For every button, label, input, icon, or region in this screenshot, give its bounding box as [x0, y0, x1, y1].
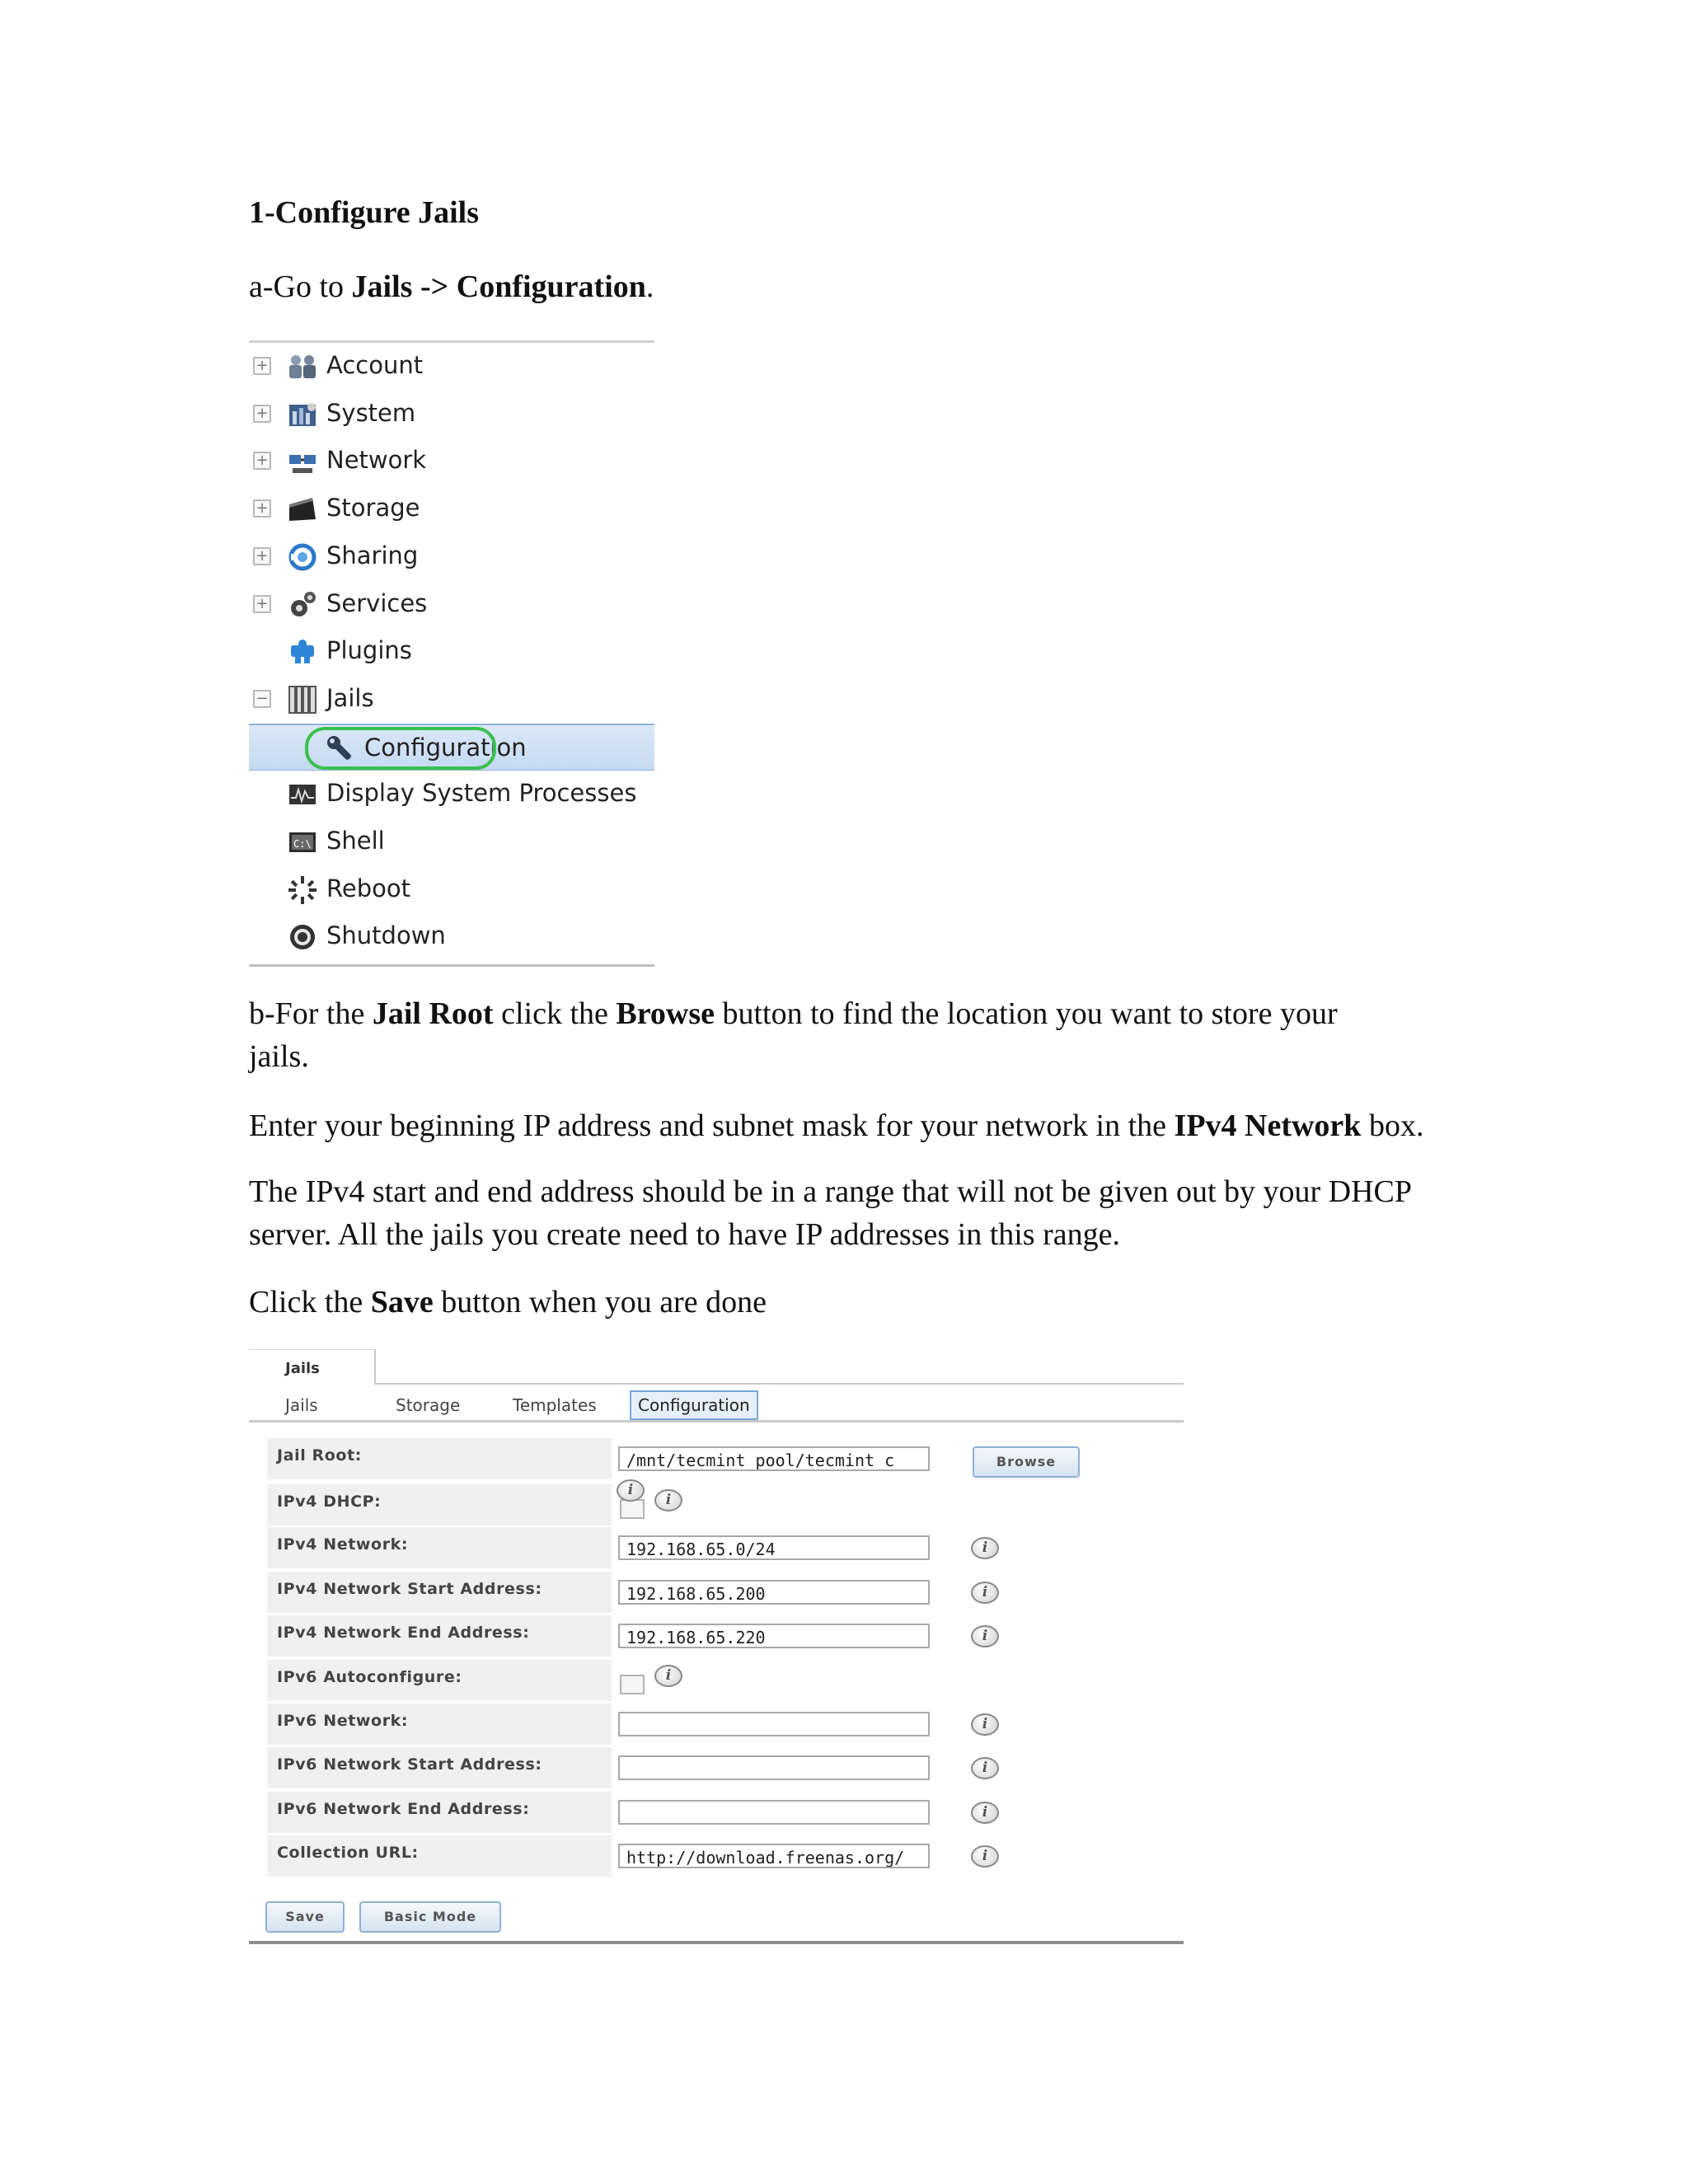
- tab-jails-outer[interactable]: Jails: [249, 1349, 376, 1385]
- basic-mode-button[interactable]: Basic Mode: [359, 1901, 501, 1933]
- info-icon[interactable]: i: [971, 1625, 999, 1647]
- tree-item-reboot[interactable]: [249, 866, 654, 914]
- expand-icon[interactable]: +: [253, 547, 271, 565]
- tree-item-label: Reboot: [326, 874, 410, 902]
- ipv4-network-input[interactable]: 192.168.65.0/24: [618, 1535, 930, 1560]
- expand-icon[interactable]: +: [253, 595, 271, 613]
- tree-item-label: Shutdown: [326, 921, 446, 950]
- subtab-templates[interactable]: Templates: [513, 1395, 597, 1415]
- subtab-storage[interactable]: Storage: [396, 1395, 461, 1415]
- tree-item-configuration[interactable]: [249, 724, 654, 771]
- info-icon[interactable]: i: [654, 1489, 682, 1511]
- field-row-ipv6-network-end-address: [267, 1792, 1141, 1835]
- tree-item-jails[interactable]: [249, 676, 654, 724]
- sharing-icon: [287, 542, 318, 572]
- info-icon[interactable]: i: [971, 1537, 999, 1559]
- tab-divider: [374, 1383, 1184, 1385]
- tree-item-shell[interactable]: [249, 818, 654, 866]
- highlight-ring: [305, 727, 496, 770]
- tree-item-storage[interactable]: [249, 485, 654, 533]
- step-b-ipv4-para: Enter your beginning IP address and subnet mask for your network in the IPv4 Network box.: [249, 1108, 1424, 1143]
- tree-item-shutdown[interactable]: [249, 913, 654, 961]
- jails-term: Jails: [351, 269, 413, 304]
- tree-item-label: Configuration: [364, 733, 527, 762]
- browse-button[interactable]: Browse: [973, 1446, 1080, 1478]
- field-label: IPv4 DHCP:: [267, 1484, 612, 1526]
- tree-item-label: Services: [326, 588, 428, 617]
- field-label: IPv6 Network End Address:: [267, 1792, 612, 1833]
- field-label: IPv4 Network End Address:: [267, 1615, 612, 1657]
- tree-item-label: Shell: [326, 827, 385, 855]
- field-label: IPv6 Network Start Address:: [267, 1747, 612, 1788]
- field-label: IPv4 Network Start Address:: [267, 1572, 612, 1613]
- info-icon[interactable]: i: [654, 1665, 682, 1687]
- field-label: IPv6 Autoconfigure:: [267, 1660, 612, 1701]
- tree-item-label: Sharing: [326, 541, 419, 569]
- tree-item-label: Display System Processes: [326, 779, 637, 808]
- field-row-ipv6-autoconfigure: [267, 1660, 1141, 1704]
- collapse-icon[interactable]: −: [253, 690, 271, 708]
- jails-icon: [287, 685, 318, 715]
- jails-configuration-form: [249, 1349, 1184, 1944]
- info-icon[interactable]: i: [971, 1582, 999, 1604]
- ipv6-autoconfigure-checkbox[interactable]: [620, 1675, 645, 1694]
- info-icon[interactable]: i: [971, 1845, 999, 1868]
- step-b-range-line2: server. All the jails you create need to have IP addresses in this range.: [249, 1217, 1120, 1252]
- ipv6-network-start-address-input[interactable]: [618, 1755, 930, 1780]
- shell-icon: [287, 827, 318, 857]
- tree-item-label: Storage: [326, 494, 420, 523]
- tree-item-account[interactable]: [249, 343, 654, 391]
- info-icon[interactable]: i: [617, 1479, 645, 1502]
- configuration-term: Configuration: [456, 269, 646, 304]
- field-label: Jail Root:: [267, 1438, 612, 1479]
- subtab-divider: [249, 1420, 1184, 1422]
- jail-root-input[interactable]: /mnt/tecmint_pool/tecmint_c: [618, 1446, 930, 1471]
- processes-icon: [287, 780, 318, 809]
- network-icon: [287, 447, 318, 476]
- services-icon: [287, 590, 318, 620]
- tree-item-sharing[interactable]: [249, 533, 654, 581]
- field-row-ipv4-network-end-address: [267, 1615, 1141, 1659]
- subtab-configuration[interactable]: Configuration: [630, 1390, 758, 1420]
- field-row-ipv4-network: [267, 1527, 1141, 1571]
- step-b-range-line1: The IPv4 start and end address should be in a range that will not be given out by your DHCP: [249, 1174, 1413, 1209]
- system-icon: [287, 400, 318, 429]
- tree-item-network[interactable]: [249, 438, 654, 485]
- tree-item-label: Plugins: [326, 636, 412, 665]
- account-icon: [287, 352, 318, 382]
- tree-item-system[interactable]: [249, 391, 654, 438]
- tree-item-label: Jails: [326, 683, 374, 712]
- field-row-ipv4-dhcp: [267, 1484, 1141, 1528]
- expand-icon[interactable]: +: [253, 499, 271, 518]
- section-heading: 1-Configure Jails: [249, 195, 480, 230]
- tree-item-services[interactable]: [249, 581, 654, 629]
- plugins-icon: [287, 637, 318, 667]
- expand-icon[interactable]: +: [253, 405, 271, 423]
- ipv6-network-input[interactable]: [618, 1712, 930, 1736]
- step-b-line2: jails.: [249, 1039, 309, 1074]
- reboot-icon: [287, 875, 318, 905]
- info-icon[interactable]: i: [971, 1713, 999, 1736]
- ipv6-network-end-address-input[interactable]: [618, 1800, 930, 1825]
- field-label: IPv4 Network:: [267, 1527, 612, 1568]
- shutdown-icon: [287, 922, 318, 952]
- info-icon[interactable]: i: [971, 1802, 999, 1824]
- save-button[interactable]: Save: [265, 1901, 345, 1933]
- step-b-line1: b-For the Jail Root click the Browse button to find the location you want to store your: [249, 996, 1338, 1031]
- info-icon[interactable]: i: [971, 1757, 999, 1779]
- tree-item-label: Account: [326, 351, 424, 379]
- expand-icon[interactable]: +: [253, 452, 271, 470]
- tree-item-display-system-processes[interactable]: [249, 771, 654, 818]
- tree-item-label: System: [326, 398, 416, 427]
- tree-item-label: Network: [326, 446, 427, 475]
- expand-icon[interactable]: +: [253, 357, 271, 375]
- field-row-collection-url: [267, 1835, 1141, 1879]
- step-b-save-para: Click the Save button when you are done: [249, 1285, 767, 1319]
- ipv4-network-end-address-input[interactable]: 192.168.65.220: [618, 1624, 930, 1648]
- tree-item-plugins[interactable]: [249, 628, 654, 676]
- field-row-ipv6-network-start-address: [267, 1747, 1141, 1791]
- step-a: a-Go to Jails -> Configuration.: [249, 269, 654, 304]
- field-label: IPv6 Network:: [267, 1704, 612, 1745]
- navigation-tree: [249, 340, 654, 967]
- field-row-ipv4-network-start-address: [267, 1572, 1141, 1615]
- subtab-jails[interactable]: Jails: [285, 1395, 318, 1415]
- svg-text:C:\: C:\: [293, 838, 312, 850]
- storage-icon: [287, 494, 318, 524]
- field-label: Collection URL:: [267, 1835, 612, 1877]
- ipv4-dhcp-checkbox[interactable]: [620, 1499, 645, 1519]
- ipv4-network-start-address-input[interactable]: 192.168.65.200: [618, 1580, 930, 1605]
- field-row-ipv6-network: [267, 1704, 1141, 1747]
- collection-url-input[interactable]: http://download.freenas.org/: [618, 1844, 930, 1868]
